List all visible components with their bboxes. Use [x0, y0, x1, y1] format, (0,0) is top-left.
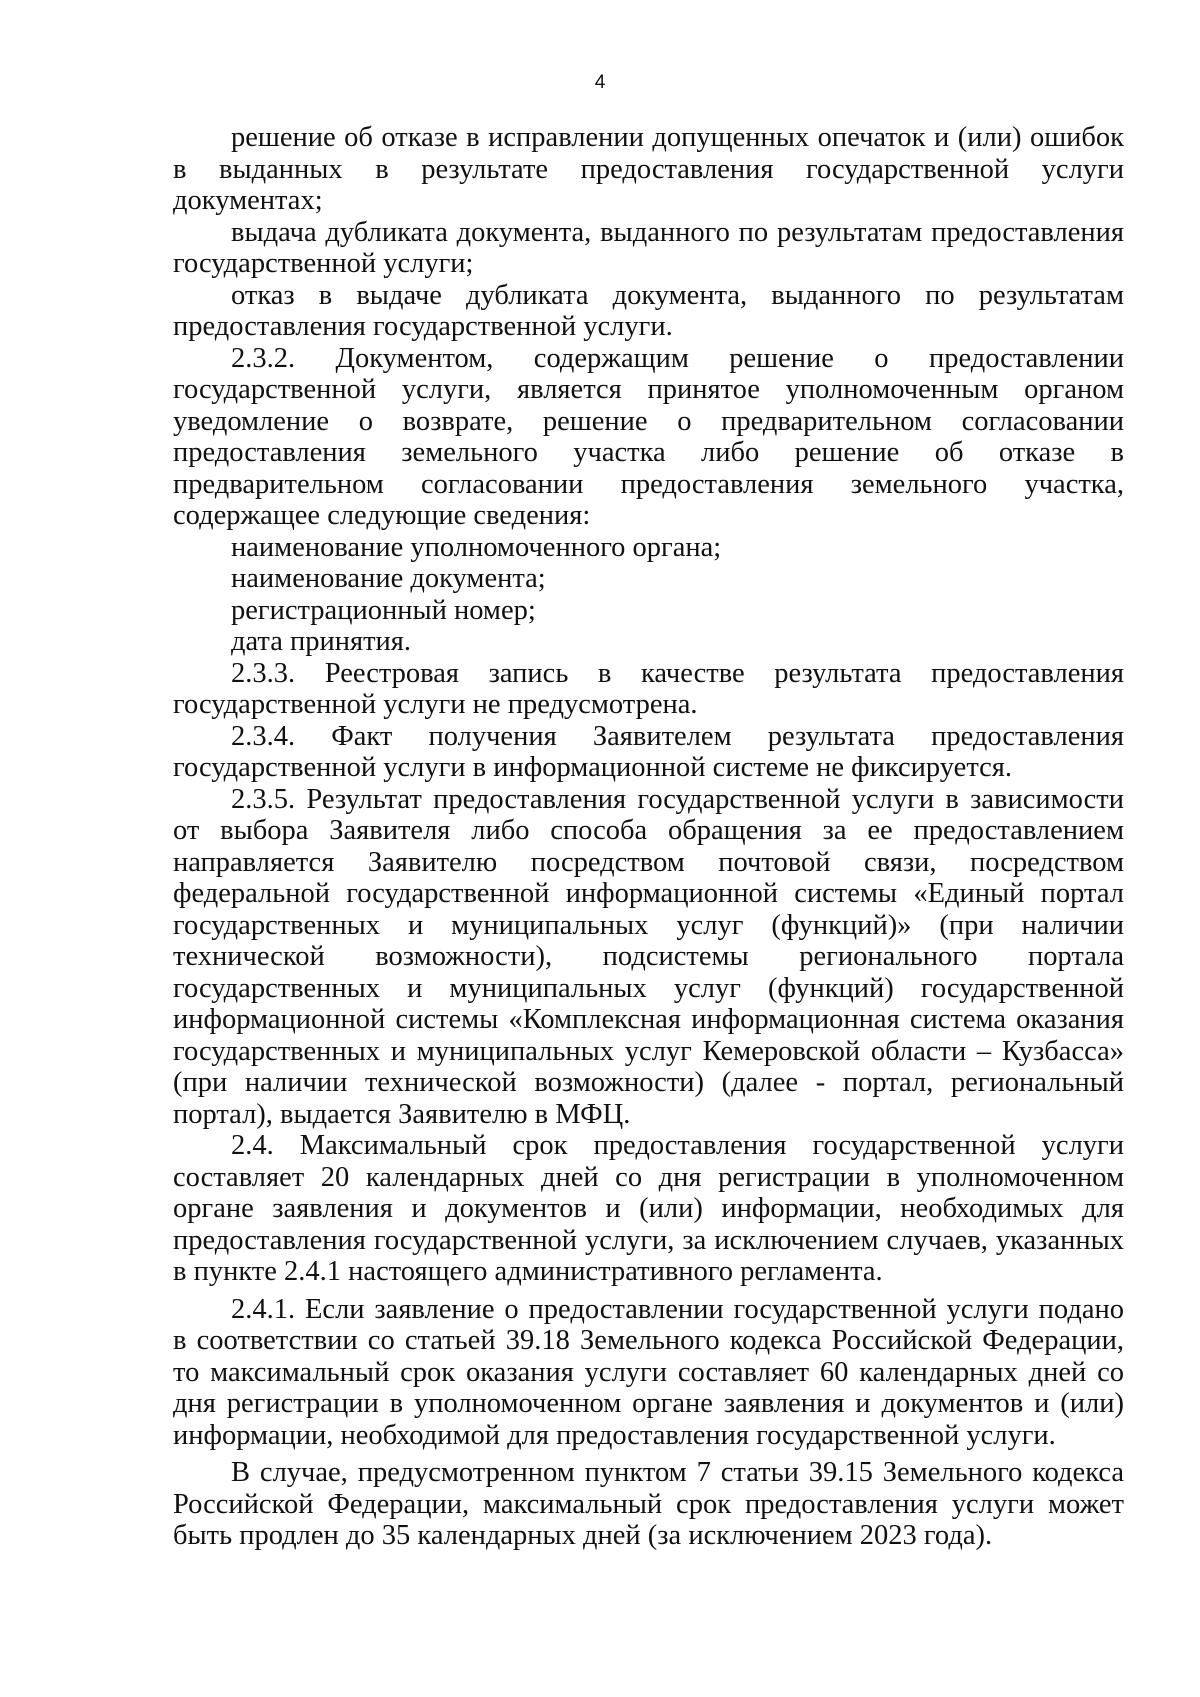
paragraph-2-3-2: 2.3.2. Документом, содержащим решение о предоставлении государственной услуги, является принятое уполномоченным органом уведомление о возврате, решение о предварительном согласовании предоставления земельного участка либо решение об отказе в предварительном согласовании предоставления земельного участка, содержащее следующие сведения:	[173, 342, 1124, 531]
paragraph-extension-case: В случае, предусмотренном пунктом 7 статьи 39.15 Земельного кодекса Российской Федерации, максимальный срок предоставления услуги может быть продлен до 35 календарных дней (за исключением 2023 года).	[173, 1457, 1124, 1551]
paragraph-duplicate-refusal: отказ в выдаче дубликата документа, выданного по результатам предоставления государственной услуги.	[173, 279, 1124, 342]
list-item-adoption-date: дата принятия.	[231, 626, 412, 657]
paragraph-refusal-correction: решение об отказе в исправлении допущенных опечаток и (или) ошибок в выданных в результате предоставления государственной услуги документах;	[173, 122, 1124, 216]
paragraph-2-4: 2.4. Максимальный срок предоставления государственной услуги составляет 20 календарных дней со дня регистрации в уполномоченном органе заявления и документов и (или) информации, необходимых для предоставления государственной услуги, за исключением случаев, указанных в пункте 2.4.1 настоящего административного регламента.	[173, 1130, 1124, 1287]
paragraph-duplicate-issue: выдача дубликата документа, выданного по результатам предоставления государственной услуги;	[173, 216, 1124, 279]
paragraph-2-3-3: 2.3.3. Реестровая запись в качестве результата предоставления государственной услуги не предусмотрена.	[173, 657, 1124, 720]
paragraph-2-4-1: 2.4.1. Если заявление о предоставлении государственной услуги подано в соответствии со статьей 39.18 Земельного кодекса Российской Федерации, то максимальный срок оказания услуги составляет 60 календарных дней со дня регистрации в уполномоченном органе заявления и документов и (или) информации, необходимой для предоставления государственной услуги.	[173, 1293, 1124, 1451]
paragraph-2-3-4: 2.3.4. Факт получения Заявителем результата предоставления государственной услуги в информационной системе не фиксируется.	[173, 720, 1124, 783]
list-item-document-name: наименование документа;	[231, 563, 546, 594]
page-number: 4	[594, 72, 606, 93]
document-body	[173, 122, 1124, 1552]
list-item-authority-name: наименование уполномоченного органа;	[231, 531, 722, 563]
list-item-registration-number: регистрационный номер;	[231, 594, 536, 626]
paragraph-2-3-5: 2.3.5. Результат предоставления государственной услуги в зависимости от выбора Заявителя либо способа обращения за ее предоставлением направляется Заявителю посредством почтовой связи, посредством федеральной государственной информационной системы «Единый портал государственных и муниципальных услуг (функций)» (при наличии технической возможности), подсистемы регионального портала государственных и муниципальных услуг (функций) государственной информационной системы «Комплексная информационная система оказания государственных и муниципальных услуг Кемеровской области – Кузбасса» (при наличии технической возможности) (далее - портал, региональный портал), выдается Заявителю в МФЦ.	[173, 783, 1124, 1130]
